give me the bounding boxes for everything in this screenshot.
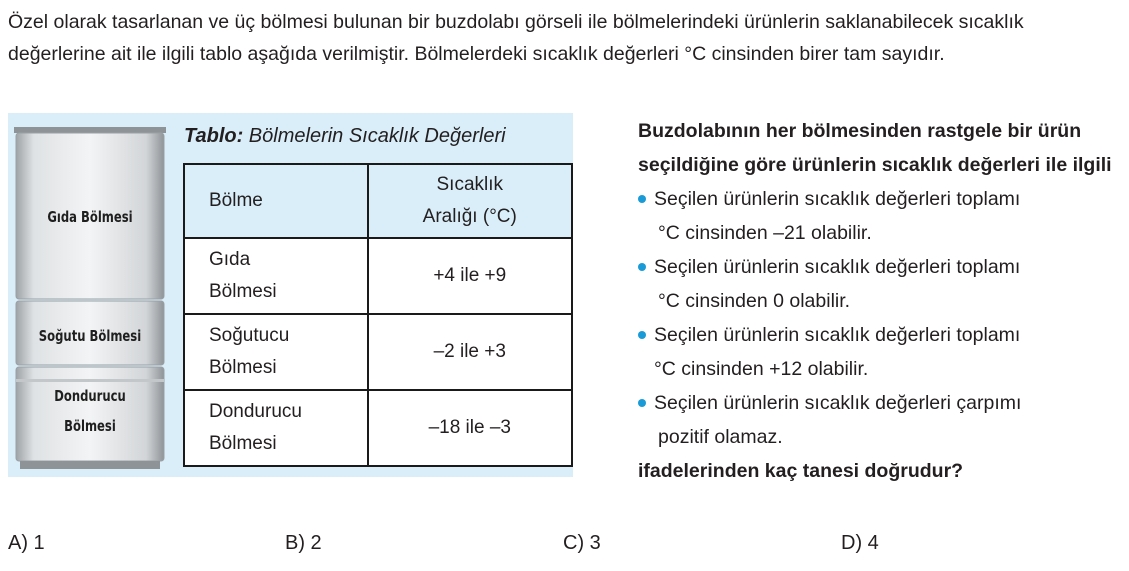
- table-row: [184, 314, 572, 390]
- question-block: [638, 114, 1124, 488]
- statement-line1: Seçilen ürünlerin sıcaklık değerleri toplamı: [654, 324, 1021, 346]
- list-item: [638, 182, 1124, 250]
- statement-line2: °C cinsinden 0 olabilir.: [658, 290, 851, 312]
- answer-choice-b[interactable]: B) 2: [285, 532, 322, 554]
- header-temperature: Sıcaklık Aralığı (°C): [368, 164, 572, 238]
- intro-text: Özel olarak tasarlanan ve üç bölmesi bulunan bir buzdolabı görseli ile bölmelerindeki ürünlerin saklanabilecek sıcaklık değerlerine ait ile ilgili tablo aşağıda verilmiştir. Bölmelerdeki sıcaklık değerleri °C cinsinden birer tam sayıdır.: [8, 11, 1024, 65]
- bullet-icon: [638, 195, 646, 203]
- answer-choice-d[interactable]: D) 4: [841, 532, 879, 554]
- statement-line1: Seçilen ürünlerin sıcaklık değerleri toplamı: [654, 188, 1021, 210]
- row-range: –18 ile –3: [368, 390, 572, 466]
- bullet-icon: [638, 263, 646, 271]
- row-name: Gıda Bölmesi: [184, 238, 368, 314]
- question-stem: Buzdolabının her bölmesinden rastgele bir ürün seçildiğine göre ürünlerin sıcaklık değerleri ile ilgili: [638, 120, 1112, 176]
- table-header-row: [184, 164, 572, 238]
- table-title-bold: Tablo:: [184, 125, 244, 147]
- fridge-illustration: [14, 127, 166, 469]
- question-prompt: ifadelerinden kaç tanesi doğrudur?: [638, 460, 964, 482]
- list-item: [638, 250, 1124, 318]
- header-compartment: Bölme: [184, 164, 368, 238]
- row-name: Dondurucu Bölmesi: [184, 390, 368, 466]
- table-row: [184, 238, 572, 314]
- statement-line1: Seçilen ürünlerin sıcaklık değerleri çarpımı: [654, 392, 1022, 414]
- list-item: [638, 318, 1124, 386]
- fridge-label-cooler: Soğutu Bölmesi: [38, 327, 142, 345]
- table-title-rest: Bölmelerin Sıcaklık Değerleri: [243, 125, 506, 147]
- row-range: –2 ile +3: [368, 314, 572, 390]
- fridge-label-food: Gıda Bölmesi: [47, 208, 133, 226]
- answer-choice-c[interactable]: C) 3: [563, 532, 601, 554]
- bullet-icon: [638, 399, 646, 407]
- table-title: [184, 125, 506, 148]
- list-item: [638, 386, 1124, 454]
- temperature-table: [183, 163, 573, 467]
- row-name: Soğutucu Bölmesi: [184, 314, 368, 390]
- answer-choice-a[interactable]: A) 1: [8, 532, 45, 554]
- illustration-panel: [8, 113, 573, 477]
- bullet-icon: [638, 331, 646, 339]
- row-range: +4 ile +9: [368, 238, 572, 314]
- fridge-label-freezer: Dondurucu Bölmesi: [54, 387, 126, 435]
- statement-line2: °C cinsinden –21 olabilir.: [658, 222, 872, 244]
- statement-line1: Seçilen ürünlerin sıcaklık değerleri toplamı: [654, 256, 1021, 278]
- table-row: [184, 390, 572, 466]
- statement-list: [638, 182, 1124, 454]
- statement-line2: pozitif olamaz.: [658, 426, 783, 448]
- statement-line2: °C cinsinden +12 olabilir.: [654, 358, 869, 380]
